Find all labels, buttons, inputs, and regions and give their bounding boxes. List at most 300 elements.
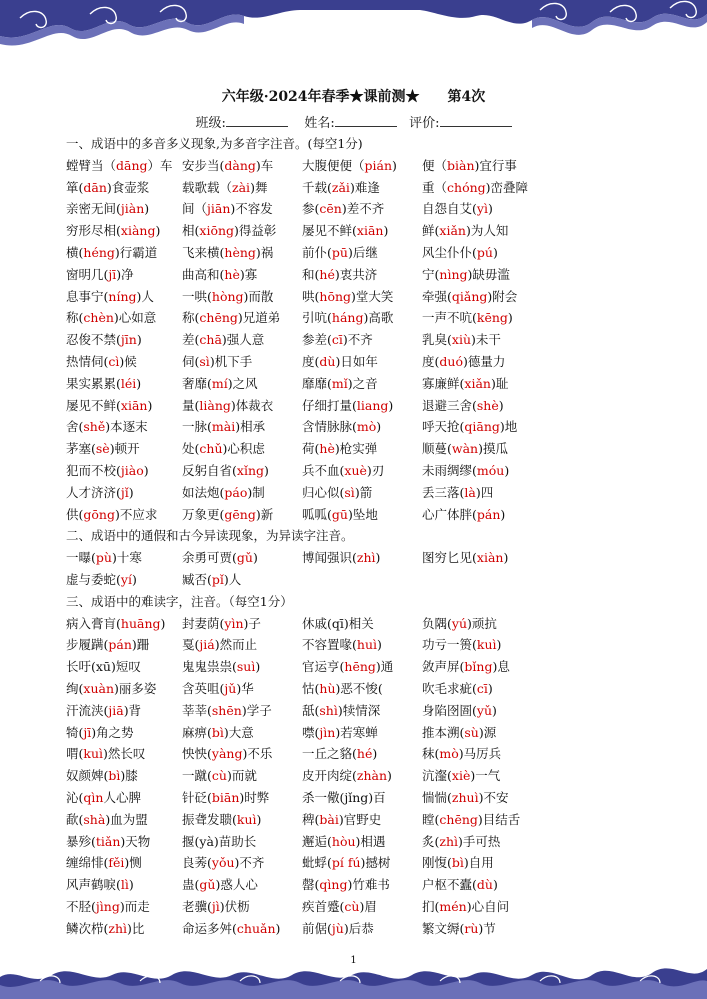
- pinyin-answer: dù: [476, 877, 493, 893]
- pinyin-answer: shè: [476, 397, 499, 413]
- idiom-item: 哄(hōng)堂大笑: [302, 288, 394, 304]
- pinyin-answer: zhì: [439, 833, 459, 849]
- pinyin-answer: biān: [211, 789, 240, 805]
- idiom-item: 一曝(pù)十寒: [66, 550, 142, 566]
- pinyin-answer: fěi: [108, 855, 125, 871]
- pinyin-answer: sì: [344, 484, 355, 500]
- pinyin-answer: xiān: [356, 223, 384, 239]
- pinyin-answer: lì: [120, 877, 129, 893]
- pinyin-answer: chèn: [83, 310, 114, 326]
- idiom-item: 图穷匕见(xiàn): [422, 550, 509, 566]
- title-text: 六年级·2024年春季★课前测★: [221, 89, 420, 105]
- idiom-item: 汗流浃(jiā)背: [66, 702, 142, 718]
- pinyin-answer: zài: [232, 179, 251, 195]
- idiom-item: 功亏一篑(kuì): [422, 637, 502, 653]
- idiom-item: 和(hé)衷共济: [302, 266, 378, 282]
- idiom-row: [66, 155, 666, 177]
- pinyin-answer: rù: [464, 920, 479, 936]
- section-heading: 三、成语中的难读字，注音。（每空1分）: [66, 593, 293, 609]
- pinyin-answer: zhì: [356, 550, 376, 566]
- pinyin-answer: pí fú: [331, 855, 361, 871]
- idiom-item: 大腹便便（pián): [302, 157, 397, 173]
- idiom-row: [66, 307, 666, 329]
- pinyin-answer: xiān: [120, 397, 148, 413]
- pinyin-answer: dàng: [224, 157, 256, 173]
- idiom-item: 乳臭(xiù)未干: [422, 332, 501, 348]
- pinyin-answer: kuì: [236, 811, 257, 827]
- pinyin-answer: xǐng: [236, 462, 264, 478]
- pinyin-answer: wàn: [451, 441, 479, 457]
- student-info-line: [0, 112, 707, 131]
- pinyin-answer: yǒu: [211, 855, 235, 871]
- pinyin-answer: kuì: [83, 746, 104, 762]
- pinyin-answer: jìng: [95, 898, 120, 914]
- idiom-item: 便（biàn)宜行事: [422, 157, 517, 173]
- idiom-row: [66, 765, 666, 787]
- pinyin-answer: xiōng: [199, 223, 235, 239]
- idiom-item: 鲜(xiǎn)为人知: [422, 223, 509, 239]
- idiom-item: 老骥(jì)伏枥: [182, 898, 250, 914]
- idiom-item: 热情伺(cì)候: [66, 353, 137, 369]
- idiom-item: 参(cēn)差不齐: [302, 201, 385, 217]
- idiom-item: 刚愎(bì)自用: [422, 855, 494, 871]
- section-heading: 一、成语中的多音多义现象,为多音字注音。(每空1分): [66, 136, 363, 151]
- pinyin-answer: hè: [319, 441, 335, 457]
- pinyin-answer: xiǎn: [464, 375, 491, 391]
- pinyin-answer: jìn: [319, 724, 336, 740]
- idiom-item: 绚(xuàn)丽多姿: [66, 680, 157, 696]
- pinyin-answer: chēng: [439, 811, 478, 827]
- idiom-item: 噤(jìn)若寒蝉: [302, 724, 378, 740]
- pinyin-answer: hōng: [319, 288, 352, 304]
- idiom-item: 歃(shà)血为盟: [66, 811, 148, 827]
- idiom-item: 荷(hè)枪实弹: [302, 441, 378, 457]
- idiom-row: [66, 678, 666, 700]
- idiom-item: 封妻荫(yìn)子: [182, 615, 261, 631]
- idiom-item: 量(liàng)体裁衣: [182, 397, 274, 413]
- idiom-row: [66, 438, 666, 460]
- pinyin-answer: dāng: [116, 157, 148, 173]
- pinyin-answer: pián: [364, 157, 393, 173]
- pinyin-answer: xuè: [344, 462, 367, 478]
- class-blank[interactable]: [226, 114, 288, 127]
- pinyin-answer: zhuì: [451, 789, 479, 805]
- pinyin-answer: jīn: [120, 332, 137, 348]
- idiom-item: 步履蹒(pán)跚: [66, 637, 150, 653]
- pinyin-answer: xuàn: [83, 680, 114, 696]
- pinyin-answer: cī: [331, 332, 343, 348]
- pinyin-answer: bǐng: [464, 659, 493, 675]
- idiom-row: [66, 547, 666, 569]
- idiom-item: 邂逅(hòu)相遇: [302, 833, 386, 849]
- pinyin-answer: yì: [476, 201, 488, 217]
- idiom-item: 未雨绸缪(móu): [422, 462, 510, 478]
- pinyin-answer: hòu: [331, 833, 356, 849]
- pinyin-answer: léi: [120, 375, 137, 391]
- pinyin-answer: háng: [331, 310, 364, 326]
- pinyin-answer: pù: [95, 550, 112, 566]
- idiom-item: 含英咀(jǔ)华: [182, 680, 254, 696]
- pinyin-answer: jiān: [207, 201, 231, 217]
- pinyin-answer: bì: [451, 855, 464, 871]
- pinyin-answer: shì: [319, 702, 338, 718]
- class-label: 班级:: [195, 116, 226, 131]
- idiom-item: 身陷囹圄(yǔ): [422, 702, 497, 718]
- pinyin-answer: gōng: [83, 506, 115, 522]
- pinyin-answer: pú: [476, 244, 493, 260]
- idiom-item: 间（jiān)不容发: [182, 201, 273, 217]
- idiom-item: 引吭(háng)高歌: [302, 310, 394, 326]
- idiom-row: [66, 460, 666, 482]
- idiom-item: 屡见不鲜(xiān): [66, 397, 153, 413]
- pinyin-answer: qìn: [83, 789, 104, 805]
- pinyin-answer: gǔ: [236, 550, 253, 566]
- page-title: [0, 86, 707, 106]
- pinyin-answer: yí: [120, 571, 132, 587]
- pinyin-answer: móu: [476, 462, 505, 478]
- idiom-item: 果实累累(léi): [66, 375, 142, 391]
- pinyin-answer: gēng: [224, 506, 256, 522]
- pinyin-answer: sì: [199, 353, 210, 369]
- idiom-row: [66, 177, 666, 199]
- idiom-item: 奢靡(mí)之风: [182, 375, 258, 391]
- pinyin-answer: shě: [83, 419, 106, 435]
- idiom-item: 载歌载（zài)舞: [182, 179, 268, 195]
- pinyin-answer: qiǎng: [451, 288, 488, 304]
- idiom-item: 仔细打量(liang): [302, 397, 394, 413]
- idiom-item: 奴颜婢(bì)膝: [66, 768, 138, 784]
- idiom-item: 鬼鬼祟祟(suì): [182, 659, 261, 675]
- idiom-item: 休戚(qī)相关: [302, 615, 374, 631]
- idiom-item: 戛(jiá)然而止: [182, 637, 258, 653]
- pinyin-answer: shà: [83, 811, 106, 827]
- pinyin-answer: chuǎn: [236, 920, 276, 936]
- idiom-item: 病入膏肓(huāng): [66, 615, 166, 631]
- idiom-item: 丢三落(là)四: [422, 484, 494, 500]
- pinyin-answer: shēn: [211, 702, 242, 718]
- idiom-item: 度(duó)德量力: [422, 353, 506, 369]
- idiom-item: 臧否(pǐ)人: [182, 571, 242, 587]
- idiom-item: 茅塞(sè)顿开: [66, 441, 140, 457]
- idiom-item: 自怨自艾(yì): [422, 201, 493, 217]
- pinyin-answer: mǐ: [331, 375, 348, 391]
- idiom-item: 罄(qìng)竹难书: [302, 877, 390, 893]
- idiom-item: 沆瀣(xiè)一气: [422, 768, 501, 784]
- idiom-row: [66, 220, 666, 242]
- pinyin-answer: zhì: [108, 920, 128, 936]
- pinyin-answer: liàng: [199, 397, 231, 413]
- pinyin-answer: xiù: [451, 332, 471, 348]
- pinyin-answer: hé: [319, 266, 335, 282]
- section-heading: 二、成语中的通假和古今异读现象，为异读字注音。: [66, 528, 354, 544]
- pinyin-answer: pán: [108, 637, 132, 653]
- pinyin-answer: hù: [319, 680, 336, 696]
- idiom-row: [66, 787, 666, 809]
- pinyin-answer: chóng: [447, 179, 486, 195]
- pinyin-answer: hé: [356, 746, 373, 762]
- idiom-row: [66, 656, 666, 678]
- name-blank[interactable]: [335, 114, 397, 127]
- page-number: 1: [350, 955, 357, 966]
- idiom-item: 蚍蜉(pí fú)撼树: [302, 855, 391, 871]
- idiom-row: [66, 329, 666, 351]
- idiom-row: [66, 722, 666, 744]
- idiom-item: 不胫(jìng)而走: [66, 898, 150, 914]
- pinyin-answer: xiè: [451, 768, 471, 784]
- idiom-row: [66, 874, 666, 896]
- idiom-item: 呼天抢(qiāng)地: [422, 419, 518, 435]
- pinyin-answer: jiào: [120, 462, 144, 478]
- idiom-item: 犯而不校(jiào): [66, 462, 149, 478]
- pinyin-answer: hèng: [224, 244, 256, 260]
- pinyin-answer: mò: [439, 746, 459, 762]
- idiom-item: 舐(shì)犊情深: [302, 702, 381, 718]
- pinyin-answer: chēng: [199, 310, 238, 326]
- idiom-item: 退避三舍(shè): [422, 397, 504, 413]
- pinyin-answer: gū: [331, 506, 348, 522]
- idiom-item: 含情脉脉(mò): [302, 419, 382, 435]
- idiom-item: 窗明几(jī)净: [66, 266, 134, 282]
- pinyin-answer: huì: [356, 637, 377, 653]
- idiom-item: 户枢不蠹(dù): [422, 877, 498, 893]
- idiom-item: 揠(yà)苗助长: [182, 833, 257, 849]
- pinyin-answer: dān: [83, 179, 107, 195]
- pinyin-answer: yú: [451, 615, 468, 631]
- idiom-item: 鳞次栉(zhì)比: [66, 920, 145, 936]
- idiom-item: 牵强(qiǎng)附会: [422, 288, 518, 304]
- idiom-item: 缠绵悱(fěi)恻: [66, 855, 142, 871]
- idiom-item: 繁文缛(rù)节: [422, 920, 496, 936]
- idiom-item: 怏怏(yàng)不乐: [182, 746, 273, 762]
- idiom-item: 靡靡(mǐ)之音: [302, 375, 378, 391]
- idiom-row: [66, 286, 666, 308]
- idiom-item: 推本溯(sù)源: [422, 724, 497, 740]
- idiom-item: 反躬自省(xǐng): [182, 462, 269, 478]
- pinyin-answer: sè: [95, 441, 110, 457]
- idiom-item: 官运亨(hēng)通: [302, 659, 394, 675]
- idiom-item: 曲高和(hè)寡: [182, 266, 258, 282]
- pinyin-answer: páo: [224, 484, 248, 500]
- idiom-item: 一蹴(cù)而就: [182, 768, 257, 784]
- idiom-item: 犄(jī)角之势: [66, 724, 134, 740]
- idiom-item: 相(xiōng)得益彰: [182, 223, 277, 239]
- idiom-item: 重（chóng)峦叠障: [422, 179, 529, 195]
- idiom-row: [66, 569, 666, 591]
- pinyin-answer: bài: [319, 811, 339, 827]
- pinyin-answer: pū: [331, 244, 348, 260]
- pinyin-answer: dù: [319, 353, 336, 369]
- pinyin-answer: jì: [211, 898, 220, 914]
- idiom-item: 麻痹(bì)大意: [182, 724, 254, 740]
- idiom-row: [66, 831, 666, 853]
- pinyin-answer: héng: [83, 244, 115, 260]
- pinyin-answer: cù: [211, 768, 227, 784]
- idiom-item: 人才济济(jǐ): [66, 484, 134, 500]
- idiom-item: 忍俊不禁(jīn): [66, 332, 142, 348]
- idiom-item: 稗(bài)官野史: [302, 811, 382, 827]
- idiom-row: [66, 395, 666, 417]
- idiom-item: 万象更(gēng)新: [182, 506, 274, 522]
- idiom-row: [66, 743, 666, 765]
- idiom-item: 暴殄(tiǎn)天物: [66, 833, 151, 849]
- idiom-item: 飞来横(hèng)祸: [182, 244, 274, 260]
- pinyin-answer: là: [464, 484, 476, 500]
- pinyin-answer: zhàn: [356, 768, 388, 784]
- idiom-item: 差(chā)强人意: [182, 332, 265, 348]
- pinyin-answer: mén: [439, 898, 467, 914]
- pinyin-answer: níng: [108, 288, 137, 304]
- pinyin-answer: cēn: [319, 201, 342, 217]
- idiom-item: 前倨(jù)后恭: [302, 920, 374, 936]
- pinyin-answer: zǎi: [331, 179, 350, 195]
- pinyin-answer: pǐ: [211, 571, 224, 587]
- pinyin-answer: yǔ: [476, 702, 493, 718]
- idiom-item: 顺蔓(wàn)摸瓜: [422, 441, 508, 457]
- eval-blank[interactable]: [440, 114, 512, 127]
- idiom-item: 舍(shě)本逐末: [66, 419, 148, 435]
- pinyin-answer: jǐ: [120, 484, 129, 500]
- pinyin-answer: xiàn: [476, 550, 504, 566]
- pinyin-answer: hè: [224, 266, 240, 282]
- pinyin-answer: tiǎn: [95, 833, 121, 849]
- idiom-item: 螳臂当（dāng）车: [66, 157, 173, 173]
- idiom-row: [66, 351, 666, 373]
- pinyin-answer: hòng: [211, 288, 244, 304]
- idiom-row: [66, 809, 666, 831]
- idiom-item: 心广体胖(pán): [422, 506, 506, 522]
- pinyin-answer: cī: [476, 680, 488, 696]
- idiom-row: [66, 634, 666, 656]
- idiom-row: [66, 373, 666, 395]
- pinyin-answer: bì: [108, 768, 121, 784]
- idiom-item: 呱呱(gū)坠地: [302, 506, 378, 522]
- issue-number: 第4次: [447, 89, 486, 105]
- idiom-item: 蛊(gǔ)惑人心: [182, 877, 258, 893]
- pinyin-answer: xiàng: [120, 223, 156, 239]
- pinyin-answer: jī: [108, 266, 117, 282]
- pinyin-answer: jiā: [108, 702, 124, 718]
- idiom-item: 不容置喙(huì): [302, 637, 382, 653]
- pinyin-answer: xiǎn: [439, 223, 466, 239]
- idiom-item: 归心似(sì)箭: [302, 484, 373, 500]
- eval-label: 评价:: [409, 116, 440, 131]
- idiom-row: [66, 852, 666, 874]
- pinyin-answer: yìn: [224, 615, 244, 631]
- idiom-item: 吹毛求疵(cī): [422, 680, 493, 696]
- idiom-item: 供(gōng)不应求: [66, 506, 158, 522]
- idiom-row: [66, 613, 666, 635]
- idiom-item: 惴惴(zhuì)不安: [422, 789, 509, 805]
- idiom-item: 疾首蹙(cù)眉: [302, 898, 377, 914]
- idiom-item: 沁(qìn人心脾: [66, 789, 141, 805]
- pinyin-answer: jī: [83, 724, 92, 740]
- idiom-item: 怙(hù)恶不悛(: [302, 680, 383, 696]
- pinyin-answer: huāng: [120, 615, 161, 631]
- pinyin-answer: kuì: [476, 637, 497, 653]
- idiom-item: 一哄(hòng)而散: [182, 288, 274, 304]
- idiom-item: 扪(mén)心自问: [422, 898, 510, 914]
- idiom-item: 喟(kuì)然长叹: [66, 746, 146, 762]
- idiom-item: 称(chèn)心如意: [66, 310, 157, 326]
- pinyin-answer: chǔ: [199, 441, 223, 457]
- pinyin-answer: qìng: [319, 877, 348, 893]
- idiom-item: 余勇可贾(gǔ): [182, 550, 258, 566]
- idiom-item: 寡廉鲜(xiǎn)耻: [422, 375, 509, 391]
- idiom-item: 屡见不鲜(xiān): [302, 223, 389, 239]
- idiom-item: 一声不吭(kēng): [422, 310, 513, 326]
- idiom-item: 秣(mò)马厉兵: [422, 746, 502, 762]
- idiom-item: 箪(dān)食壶浆: [66, 179, 150, 195]
- idiom-item: 参差(cī)不齐: [302, 332, 373, 348]
- idiom-item: 如法炮(páo)制: [182, 484, 265, 500]
- pinyin-answer: duó: [439, 353, 463, 369]
- pinyin-answer: gǔ: [199, 877, 216, 893]
- pinyin-answer: bì: [211, 724, 224, 740]
- idiom-item: 风声鹤唳(lì): [66, 877, 134, 893]
- idiom-item: 伺(sì)机下手: [182, 353, 253, 369]
- idiom-item: 虚与委蛇(yí): [66, 571, 137, 587]
- idiom-item: 瞠(chēng)目结舌: [422, 811, 521, 827]
- pinyin-answer: mài: [211, 419, 236, 435]
- idiom-item: 宁(nìng)缺毋滥: [422, 266, 510, 282]
- pinyin-answer: nìng: [439, 266, 468, 282]
- pinyin-answer: jiàn: [120, 201, 145, 217]
- idiom-item: 兵不血(xuè)刃: [302, 462, 385, 478]
- idiom-item: 息事宁(níng)人: [66, 288, 154, 304]
- pinyin-answer: yàng: [211, 746, 243, 762]
- pinyin-answer: kēng: [476, 310, 508, 326]
- idiom-item: 振聋发聩(kuì): [182, 811, 262, 827]
- idiom-item: 皮开肉绽(zhàn): [302, 768, 392, 784]
- pinyin-answer: cì: [108, 353, 120, 369]
- idiom-item: 长吁(xū)短叹: [66, 659, 141, 675]
- idiom-item: 称(chēng)兄道弟: [182, 310, 281, 326]
- idiom-row: [66, 482, 666, 504]
- pinyin-answer: suì: [236, 659, 256, 675]
- idiom-item: 风尘仆仆(pú): [422, 244, 498, 260]
- idiom-item: 安步当(dàng)车: [182, 157, 274, 173]
- idiom-row: [66, 504, 666, 526]
- idiom-item: 敛声屏(bǐng)息: [422, 659, 510, 675]
- idiom-item: 横(héng)行霸道: [66, 244, 158, 260]
- pinyin-answer: biàn: [447, 157, 475, 173]
- top-wave-border: [0, 0, 707, 62]
- bottom-wave-border: [0, 959, 707, 999]
- idiom-item: 良莠(yǒu)不齐: [182, 855, 265, 871]
- idiom-row: [66, 896, 666, 918]
- idiom-item: 炙(zhì)手可热: [422, 833, 501, 849]
- idiom-item: 莘莘(shēn)学子: [182, 702, 272, 718]
- pinyin-answer: qiāng: [464, 419, 500, 435]
- idiom-item: 穷形尽相(xiàng): [66, 223, 161, 239]
- pinyin-answer: liang: [356, 397, 389, 413]
- idiom-row: [66, 198, 666, 220]
- idiom-item: 一丘之貉(hé): [302, 746, 378, 762]
- idiom-item: 博闻强识(zhì): [302, 550, 381, 566]
- pinyin-answer: cù: [344, 898, 360, 914]
- idiom-row: [66, 416, 666, 438]
- idiom-row: [66, 918, 666, 940]
- exercise-content: [66, 133, 666, 939]
- pinyin-answer: jǔ: [224, 680, 237, 696]
- idiom-item: 一脉(mài)相承: [182, 419, 266, 435]
- pinyin-answer: hēng: [344, 659, 376, 675]
- pinyin-answer: jiá: [199, 637, 215, 653]
- pinyin-answer: mí: [211, 375, 228, 391]
- pinyin-answer: pán: [476, 506, 501, 522]
- pinyin-answer: sù: [464, 724, 479, 740]
- idiom-item: 千载(zǎi)难逢: [302, 179, 380, 195]
